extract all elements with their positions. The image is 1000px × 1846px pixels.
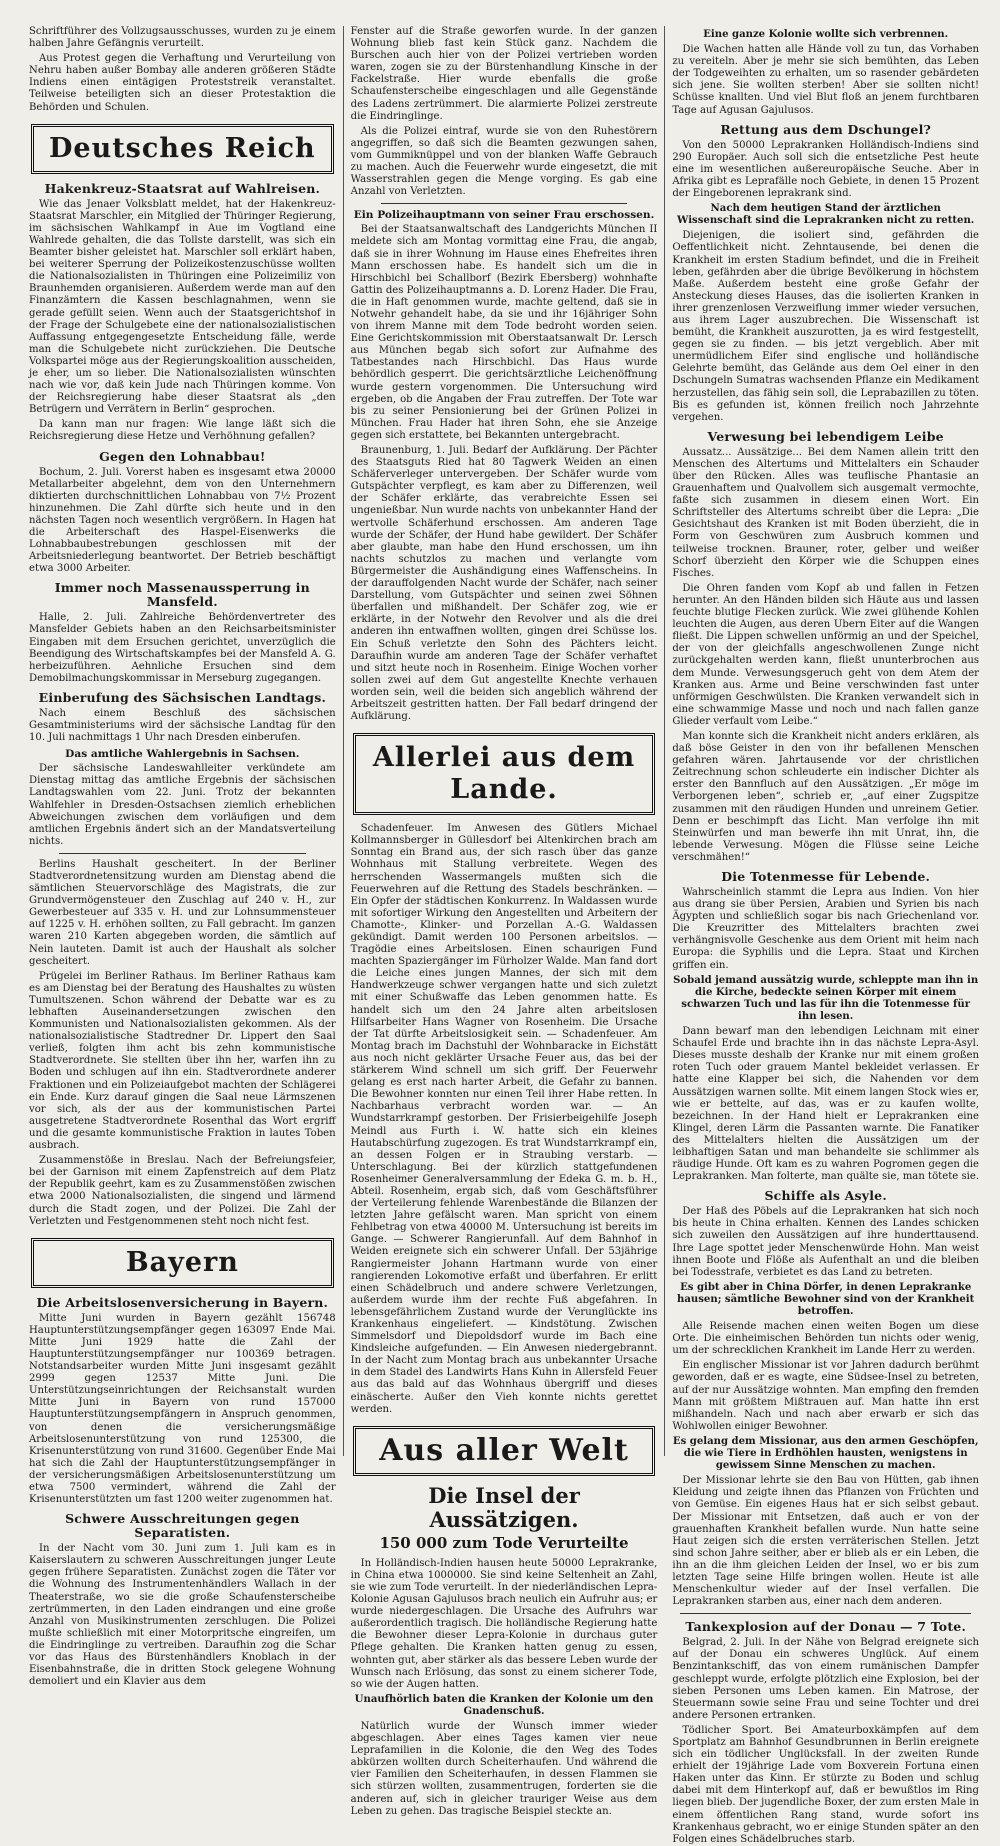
article-paragraph: Zusammenstöße in Breslau. Nach der Befreiungsfeier, bei der Garnison mit einem Zapfenstreich auf dem Platz der Republik geehrt, kam es zu Zusammenstößen zwischen etwa 2000 Nationalsozialisten, die singend und lärmend durch die Stadt zogen, und der Polizei. Die Zahl der Verletzten und Festgenommenen steht noch nicht fest.	[29, 1155, 336, 1227]
article-paragraph: Halle, 2. Juli. Zahlreiche Behördenvertreter des Mansfelder Gebiets haben an den Reichsarbeitsminister Eingaben mit dem Ersuchen gerichtet, unverzüglich die Beendigung des Wirtschaftskampfes bei der Mansfeld A. G. herbeizuführen. Aehnliche Ersuchen sind dem Demobilmachungskommissar in Merseburg zugegangen.	[29, 612, 336, 684]
article-paragraph: Aussatz... Aussätzige... Bei dem Namen allein tritt den Menschen des Altertums und Mittelalters ein Schauder über den Rücken. Alles was teuflische Phantasie an Grauenhaftem und Qualvollem sich ausgemalt vermochte, faßte sich zusammen in diesem einen Wort. Ein Schriftsteller des Altertums schreibt über die Lepra: „Die Gesichtshaut des Kranken ist mit Boden überzieht, die in Form von Geschwüren zum Ausbruch kommen und teilweise trocknen. Brauner, roter, gelber und weißer Schorf überzieht den Körper wie die Schuppen eines Fisches.	[672, 446, 980, 579]
article-paragraph: Bochum, 2. Juli. Vorerst haben es insgesamt etwa 20000 Metallarbeiter abgelehnt, dem von den Unternehmern diktierten durchschnittlichen Lohnabbau von 7½ Prozent hinzunehmen. Die Zahl dürfte sich heute und in den nächsten Tagen noch wesentlich vergrößern. In Hagen hat die Arbeiterschaft des Haspel-Eisenwerks die Lohnabbaubestrebungen geschlossen mit der Arbeitsniederlegung beantwortet. Der Betrieb beschäftigt etwa 3000 Arbeiter.	[29, 466, 336, 575]
bold-interline: Es gibt aber in China Dörfer, in denen Leprakranke hausen; sämtliche Bewohner sind von der Krankheit betroffen.	[677, 1281, 975, 1317]
article-title: Gegen den Lohnabbau!	[99, 448, 266, 464]
article-paragraph: Wie das Jenaer Volksblatt meldet, hat der Hakenkreuz-Staatsrat Marschler, ein Mitglied der Thüringer Regierung, im sächsischen Wahlkampf in Aue im Vogtland eine Wahlrede gehalten, die das Tollste darstellt, was sich ein Beamter bisher geleistet hat. Marschler soll erklärt haben, bei weiterer Sperrung der Polizeikostenzuschüsse wollten die Nationalsozialisten in Thüringen eine Polizeimiliz von Braunhemden organisieren. Außerdem werde man auf den Finanzämtern die Kassen beschlagnahmen, wenn sie gerade gefüllt seien. Wenn auch der Staatsgerichtshof in der Frage der Schulgebete eine der nationalsozialistischen Auffassung entgegengesetzte Entscheidung fälle, werde man die Schulgebete nicht zurückziehen. Die Deutsche Volkspartei möge aus der Regierungskoalition ausscheiden, je eher, um so lieber. Die Nationalsozialisten wünschten nach wie vor, daß kein Jude nach Thüringen komme. Von der Reichsregierung habe dieser Staatsrat als „den Betrügern und Verrätern in Berlin“ gesprochen.	[29, 198, 336, 416]
article-paragraph: Von den 50000 Leprakranken Holländisch-Indiens sind 290 Europäer. Auch soll sich die entsetzliche Pest heute eine im wesentlichen außereuropäische Seuche. Aber in Afrika gibt es Leprafälle noch Gebiete, in denen 15 Prozent der Eingeborenen leprakrank sind.	[672, 139, 980, 200]
article-title: Immer noch Massenaussperrung in Mansfeld.	[54, 580, 310, 610]
article-paragraph: Mitte Juni wurden in Bayern gezählt 156748 Hauptunterstützungsempfänger gegen 163097 Ende Mai. Mitte Juni 1929 hatte die Zahl der Hauptunterstützungsempfänger nur 100369 betragen. Notstandsarbeiter wurden Mitte Juni insgesamt gezählt 2999 gegen 12537 Mitte Juni. Die Unterstützungseinrichtungen der Reichsanstalt wurden Mitte Juni in Bayern von rund 157000 Hauptunterstützungsempfängern in Anspruch genommen, von denen die versicherungsmäßige Arbeitslosenunterstützung von rund 125300, die Krisenunterstützung von rund 31600. Gegenüber Ende Mai hat sich die Zahl der Hauptunterstützungsempfänger in der versicherungsmäßigen Arbeitslosenunterstützung um etwa 7500 vermindert, während die Zahl der Krisenunterstützten um fast 1200 weiter zugenommen hat.	[29, 1312, 336, 1506]
article-paragraph: Der sächsische Landeswahlleiter verkündete am Dienstag mittag das amtliche Ergebnis der sächsischen Landtagswahlen vom 22. Juni. Trotz der bekannten Wahlfehler in Dresden-Ostsachsen ziemlich erheblichen Abweichungen zwischen dem vorläufigen und dem amtlichen Ergebnis ändert sich an der Mandatsverteilung nichts.	[29, 763, 336, 847]
article-title: Rettung aus dem Dschungel?	[720, 121, 932, 137]
article-paragraph: Braunenburg, 1. Juli. Bedarf der Aufklärung. Der Pächter des Staatsguts Ried hat 80 Tagwerk Weiden an einen Schäferverleger untervergeben. Der Schäfer wurde vom Gutspächter verpflegt, es kam aber zu Differenzen, weil der Schäfer erklärte, das verabreichte Essen sei ungenießbar. Nun wurde nachts von unbekannter Hand der wertvolle Schäferhund erschossen. Am anderen Tage wurde der Schäfer, der Hund habe gewildert. Der Schäfer aber glaubte, man habe den Hund erschossen, um ihn nachts schutzlos zu machen und verlangte vom Bürgermeister die Aushändigung eines Waffenscheins. In der darauffolgenden Nacht wurde der Schäfer, nach seiner Darstellung, vom Gutspächter und seinen zwei Söhnen überfallen und mißhandelt. Der Schäfer zog, wie er erklärte, in der Notwehr den Revolver und als die drei anderen ihn entwaffnen wollten, gingen drei Schüsse los. Ein Schuß verletzte den Sohn des Pächters leicht. Daraufhin wurde am anderen Tage der Schäfer verhaftet und sitzt heute noch in Rosenheim. Einige Wochen vorher sollen zwei auf dem Gut angestellte Knechte verhauen worden sein, weil die beiden sich angeblich während der Arbeitszeit gestritten hatten. Der Fall bedarf dringend der Aufklärung.	[350, 445, 658, 723]
divider	[59, 853, 306, 854]
article-paragraph: Die Ohren fanden vom Kopf ab und fallen in Fetzen herunter. An den Händen bilden sich Häute aus und lassen feuchte blutige Flecken zurück. Wie zwei glühende Kohlen leuchten die Augen, aus deren Ubern Eiter auf die Wangen fließt. Die Lippen schwellen unförmig an und der Speichel, der von der gleichfalls angeschwollenen Zunge nicht zurückgehalten werden kann, fließt ununterbrochen aus dem Munde. Verwesungsgeruch geht von dem Atem der Kranken aus. Arme und Beine verschwinden fast unter unförmigen Geschwülsten. Die Kranken verwandelt sich in eine schwammige Masse und noch und nach fallen ganze Glieder verfault vom Leibe.“	[672, 582, 980, 727]
article-title: Ein Polizeihauptmann von seiner Frau erschossen.	[353, 209, 655, 222]
article-paragraph: In Holländisch-Indien hausen heute 50000 Leprakranke, in China etwa 1000000. Sie sind keine Seltenheit an Zahl, sie wie zum Tode verurteilt. In der niederländischen Lepra-Kolonie Agusan Gajulusos brach neulich ein Aufruhr aus; er wurde niedergeschlagen. Die Ursache des Aufruhrs war außerordentlich tragisch. Die holländische Regierung hatte die Bewohner dieser Lepra-Kolonie in durchaus guter Pflege gehalten. Die Kranken hatten genug zu essen, wohnten gut, aber stärker als das bessere Leben wurde der Wunsch nach Erlösung, das sonst zu einem sicherer Tode, so wie der Augen hatten.	[350, 1557, 658, 1690]
column-1	[22, 26, 344, 1688]
section-banner-bayern: Bayern	[31, 1238, 334, 1288]
intro-paragraph: Schriftführer des Vollzugsausschusses, wurden zu je einem halben Jahre Gefängnis verurteilt.	[29, 26, 336, 50]
article-title: Verwesung bei lebendigem Leibe	[707, 428, 944, 444]
headline: Die Insel der Aussätzigen.	[428, 1482, 580, 1532]
divider	[381, 203, 628, 204]
article-title: Tankexplosion auf der Donau — 7 Tote.	[685, 1619, 967, 1635]
article-paragraph: Diejenigen, die isoliert sind, gefährden die Oeffentlichkeit nicht. Zehntausende, bei denen die Krankheit im ersten Stadium befindet, und die in Freiheit leben, gefährden aber die übrige Bevölkerung in höchstem Maße. Außerdem besteht eine große Gefahr der Ansteckung dieses Hauses, das die isolierten Kranken in ihrer grenzenlosen Verzweiflung immer wieder versuchen, aus ihrem Lager auszubrechen. Die Wissenschaft ist bemüht, die Krankheit auszurotten, ja es wird festgestellt, gegen sie zu finden. — bis jetzt vergeblich. Aber mit unermüdlichem Eifer sind englische und holländische Gelehrte bemüht, das Gelände aus dem Oel einer in den Dschungeln Sumatras wachsenden Pflanze ein Medikament herzustellen, das fähig sein soll, die Leprabazillen zu töten. Bis es gefunden ist, können freilich noch Jahrzehnte vergehen.	[672, 230, 980, 423]
subheadline: 150 000 zum Tode Verurteilte	[379, 1533, 629, 1552]
article-paragraph: In der Nacht vom 30. Juni zum 1. Juli kam es in Kaiserslautern zu schweren Ausschreitungen junger Leute gegen frühere Separatisten. Zunächst zogen die Täter vor die Wohnung des Instrumentenhändlers Wallach in der Theaterstraße, wo sie die große Schaufensterscheibe zertrümmerten, in den Laden eindrangen und eine große Anzahl von Musikinstrumenten zerschlugen. Die Polizei mußte schließlich mit einer Motorpritsche eingreifen, um die Eindringlinge zu vertreiben. Daraufhin zog die Schar vor das Haus des Bürstenhändlers Knoblach in der Eisenbahnstraße, die in dritten Stock gelegene Wohnung demoliert und ein Klavier aus dem	[29, 1543, 336, 1688]
bold-interline: Sobald jemand aussätzig wurde, schleppte man ihn in die Kirche, bedeckte seinen Körper mit einem schwarzen Tuch und las für ihn die Totenmesse für ihn lesen.	[673, 974, 979, 1022]
bold-interline: Unaufhörlich baten die Kranken der Kolonie um den Gnadenschuß.	[354, 1693, 654, 1717]
article-paragraph: Prügelei im Berliner Rathaus. Im Berliner Rathaus kam es am Dienstag bei der Beratung des Haushaltes zu wüsten Tumultszenen. Schon während der Debatte war es zu lebhaften Auseinandersetzungen zwischen den Kommunisten und Nationalsozialisten gekommen. Als der nationalsozialistische Stadtredner Dr. Lippert den Saal verließ, folgten ihm acht bis zehn kommunistische Stadtverordnete. Sie stellten über ihn her, warfen ihn zu Boden und schlugen auf ihn ein. Stadtverordnete anderer Fraktionen und ein Polizeiaufgebot machten der Schlägerei ein Ende. Kurz darauf gingen die Saal neue Lärmszenen vor sich, als der aus der kommunistischen Partei ausgetretene Stadtverordnete Rosenthal das Wort ergriff und die gesamte kommunistische Fraktion in lautes Toben ausbrach.	[29, 970, 336, 1152]
article-title: Schwere Ausschreitungen gegen Separatisten.	[65, 1511, 300, 1541]
article-paragraph: Schadenfeuer. Im Anwesen des Gütlers Michael Kollmannsberger in Güllesdorf bei Altenkirchen brach am Sonntag ein Brand aus, der sich rasch über das ganze Wohnhaus mit Stallung verbreitete. Wegen des herrschenden Wassermangels mußten sich die Feuerwehren auf die Rettung des Stadels beschränken. — Ein Opfer der städtischen Konkurrenz. In Waldassen wurde mit sofortiger Wirkung den Angestellten und Arbeitern der Chamotte-, Klinker- und Porzellan A.-G. Waldassen gekündigt. Damit werden 100 Personen arbeitslos. — Tragödie eines Arbeitslosen. Einen schaurigen Fund machten Spaziergänger im Fürholzer Walde. Man fand dort die Leiche eines jungen Mannes, der sich mit dem Handwerkzeuge schwer vergangen hatte und sich zuletzt mit einer Schußwaffe das Leben genommen hatte. Es handelt sich um den 24 Jahre alten arbeitslosen Hilfsarbeiter Hans Wagner von Rosenheim. Die Ursache der Tat dürfte Arbeitslosigkeit sein. — Schadenfeuer. Am Montag brach im Dachstuhl der Wohnbaracke in Eichstätt aus noch nicht geklärter Ursache Feuer aus, das bei der stärkerem Wind schnell um sich griff. Der Feuerwehr gelang es erst nach harter Arbeit, die Gefahr zu bannen. Die Bewohner konnten nur einen Teil ihrer Habe retten. In Nachbarhaus verbracht worden war. — An Wundstarrkrampf gestorben. Der Frisierbeigehilfe Joseph Meindl aus Furth i. W. hatte sich ein kleines Hautabschürfung zugezogen. Es trat Wundstarrkrampf ein, an dessen Folgen er in Straubing verstarb. — Unterschlagung. Bei der kürzlich stattgefundenen Rosenheimer Generalversammlung der Edeka G. m. b. H., Abteil. Rosenheim, ergab sich, daß vom Geschäftsführer der Verteilerung fehlende Warenbestände die Bilanzen der letzten Jahre gefälscht waren. Man spricht von einem Fehlbetrag von etwa 40000 M. Untersuchung ist bereits im Gange. — Schwerer Rangierunfall. Auf dem Bahnhof in Weiden ereignete sich ein schwerer Unfall. Der 53jährige Rangiermeister Johann Hartmann wurde von einer rangierenden Lokomotive erfaßt und überfahren. Er erlitt einen Schädelbruch und andere schwere Verletzungen, außerdem wurde ihm der rechte Fuß abgefahren. In lebensgefährlichem Zustand wurde der Verunglückte ins Krankenhaus eingeliefert. — Kindstötung. Zwischen Simmelsdorf und Diepoldsdorf wurde im Bach eine Kindsleiche aufgefunden. — Ein Anwesen niedergebrannt. In der Nacht zum Montag brach aus unbekannter Ursache in dem Stadel des Landwirts Hans Kuhn in Allersfeld Feuer aus das bald auf das Wohnhaus übergriff und dieses einäscherte. Außer den Vieh konnte nichts gerettet werden.	[350, 823, 658, 1415]
article-paragraph: Der Missionar lehrte sie den Bau von Hütten, gab ihnen Kleidung und zeigte ihnen das Pflanzen von Früchten und von Gemüse. Ein eigenes Haus hat er sich selbst gebaut. Der Missionar mit Entsetzen, daß auch er von der grauenhaften Krankheit befallen wurde. Nun hatte seine Haut zeigen sich die ersten verräterischen Stellen. Jetzt sind schon Jahre seither, aber er blieb als er ein Leben, die ihn an die ihm gleichen Leiden der Insel, wo er bis zum letzten Tage seine Hilfe bringen wollen. Heute ist alle Menschenkultur wieder auf der Insel verfallen. Die Leprakranken starben aus, einer nach dem anderen.	[672, 1475, 980, 1608]
article-paragraph: Tödlicher Sport. Bei Amateurboxkämpfen auf dem Sportplatz am Bahnhof Gesundbrunnen in Berlin ereignete sich ein tödlicher Unglücksfall. In der zweiten Runde erhielt der 19jährige Lade vom Boxverein Fortuna einen Haken unter das Kinn. Er stürzte zu Boden und schlug dabei mit dem Hinterkopf auf, daß er bewußtlos im Ring liegen blieb. Der jugendliche Boxer, der zum ersten Male in einem öffentlichen Rang stand, wurde sofort ins Krankenhaus gebracht, wo er einige Stunden später an den Folgen eines Schädelbruches starb.	[672, 1724, 980, 1845]
article-title: Das amtliche Wahlergebnis in Sachsen.	[65, 748, 300, 761]
intro-paragraph: Aus Protest gegen die Verhaftung und Verurteilung von Nehru haben außer Bombay alle anderen größeren Städte Indiens einen eintägigen Proteststreik veranstaltet. Teilweise beteiligten sich an dieser Protestaktion die Behörden und Schulen.	[29, 53, 336, 113]
article-paragraph: Nach einem Beschluß des sächsischen Gesamtministeriums wird der sächsische Landtag für den 10. Juli nachmittags 1 Uhr nach Dresden einberufen.	[29, 707, 336, 744]
article-title: Die Totenmesse für Lebende.	[721, 869, 931, 884]
bold-interline: Eine ganze Kolonie wollte sich verbrennen.	[703, 29, 949, 40]
article-paragraph: Da kann man nur fragen: Wie lange läßt sich die Reichsregierung diese Hetze und Verhöhnung gefallen?	[29, 419, 336, 443]
article-paragraph: Dann bewarf man den lebendigen Leichnam mit einer Schaufel Erde und brachte ihn in das nächste Lepra-Asyl. Dieses musste deshalb der Kranke nur mit einem großen roten Tuch oder grauem Mantel bekleidet verlassen. Er hatte eine Klapper bei sich, die Nahenden vor dem Aussätzigen warnen sollte. Mit einem langen Stock wies er, wie er bettelte, auf das, was er zu kaufen wollte, bezeichnen. In der Hand hielt er Leprakranken eine Klingel, deren Lärm die Passanten warnte. Die Fanatiker des Mittelalters hielten die Aussätzigen um der leibhaftigen Satan und man behandelte sie schlimmer als räudige Hunde. Oft kam es zu wahren Pogromen gegen die Leprakranken. Man folterte, man quälte sie, man tötete sie.	[672, 1026, 980, 1183]
article-paragraph: Der Haß des Pöbels auf die Leprakranken hat sich noch bis heute in China erhalten. Kennen des Landes schicken sich zuweilen den Aussätzigen auf ihre hunderttausend. Ihre Lage spottet jeder Menschenwürde Hohn. Man weist ihnen Boote und Flöße als Aufenthalt an und die bleiben bei Todesstrafe, verbietet es das Land zu betreten.	[672, 1206, 980, 1278]
article-paragraph: Ein englischer Missionar ist vor Jahren dadurch berühmt geworden, daß er es wagte, eine Südsee-Insel zu betreten, auf der nur Aussätzige wohnten. Man empfing den fremden Mann mit größtem Mißtrauen auf. Man hatte ihn erst mißhandeln. Nach und nach aber erwarb er sich das Wohlwollen einiger Bewohner.	[672, 1360, 980, 1432]
section-banner-deutsches-reich: Deutsches Reich	[31, 124, 334, 174]
section-banner-aus-aller-welt: Aus aller Welt	[353, 1426, 656, 1476]
article-title: Einberufung des Sächsischen Landtags.	[38, 689, 326, 705]
article-paragraph: Natürlich wurde der Wunsch immer wieder abgeschlagen. Aber eines Tages kamen vier neue Leprafamilien in die Kolonie, die den Weg des Todes abkürzen wollten durch Scheiterhaufen. Und während die vier Familien den Scheiterhaufen, in dessen Flammen sie sich stürzen wollten, zusammentrugen, forderten sie die anderen auf, sich in gleicher trauriger Weise aus dem Leben zu gehen. Das tragische Beispiel steckte an.	[350, 1720, 658, 1817]
intro-paragraph: Als die Polizei eintraf, wurde sie von den Ruhestörern angegriffen, so daß sich die Beamten gezwungen sahen, vom Gummiknüppel und von der blanken Waffe Gebrauch zu machen. Auch die Feuerwehr wurde eingesetzt, die mit Wasserstrahlen gegen die Menge vorging. Es gab eine Anzahl von Verletzten.	[350, 125, 658, 198]
section-banner-allerlei: Allerlei aus dem Lande.	[353, 733, 656, 815]
article-paragraph: Belgrad, 2. Juli. In der Nähe von Belgrad ereignete sich auf der Donau ein schweres Unglück. Auf einem Benzintankschiff, das von einem rumänischen Dampfer geschleppt wurde, erfolgte plötzlich eine Explosion, bei der sieben Personen ums Leben kamen. Ein Matrose, der Steuermann sowie seine Frau und seine Tochter und drei andere Personen ertranken.	[672, 1637, 980, 1721]
article-title: Hakenkreuz-Staatsrat auf Wahlreisen.	[44, 180, 321, 196]
intro-paragraph: Die Wachen hatten alle Hände voll zu tun, das Vorhaben zu vereiteln. Aber je mehr sie sich bemühten, das Leben der Todgeweihten zu erhalten, um so rasender gebärdeten sich jene. Sie wollten sterben! Aber sie sollten nicht! Schüsse knallten. Und viel Blut floß an jenem furchtbaren Tage auf Agusan Gajulusos.	[672, 44, 980, 116]
column-2	[344, 26, 666, 1817]
article-title: Die Arbeitslosenversicherung in Bayern.	[36, 1294, 329, 1310]
bold-interline: Nach dem heutigen Stand der ärztlichen Wissenschaft sind die Leprakranken nicht zu retten.	[677, 203, 975, 227]
article-title: Schiffe als Asyle.	[764, 1188, 887, 1204]
column-3	[665, 26, 986, 1845]
article-paragraph: Man konnte sich die Krankheit nicht anders erklären, als daß böse Geister in den von ihr befallenen Menschen gefahren wären. Jahrtausende vor der christlichen Zeitrechnung schon schleuderte ein indischer Dichter als erster den Bannfluch auf den Aussätzigen. „Er möge im Verborgenen leben“, schrieb er, „auf einer Zugspitze zusammen mit den räudigen Hunden und unreinem Getier. Denn er beschimpft das Licht. Man verfolge ihn mit Steinwürfen und man bewerfe ihn mit Unrat, ihn, die lebende Verwesung. Mögen die Flüsse seine Leiche verschmähen!“	[672, 730, 980, 863]
divider	[680, 1613, 971, 1614]
article-paragraph: Alle Reisende machen einen weiten Bogen um diese Orte. Die einheimischen Behörden tun nichts oder wenig, um der schrecklichen Krankheit im Lande Herr zu werden.	[672, 1321, 980, 1357]
intro-paragraph: Fenster auf die Straße geworfen wurde. In der ganzen Wohnung blieb fast kein Stück ganz. Nachdem die Burschen auch hier von der Polizei vertrieben worden waren, zogen sie zu der Bürstenhandlung Kinsche in der Fackelstraße. Hier wurde ebenfalls die große Schaufensterscheibe eingeschlagen und alle Gegenstände des Ladens zertrümmert. Die alarmierte Polizei zerstreute die Eindringlinge.	[350, 26, 658, 122]
article-paragraph: Wahrscheinlich stammt die Lepra aus Indien. Von hier aus drang sie über Persien, Arabien und Syrien bis nach Ägypten und schließlich sogar bis nach Griechenland vor. Die Kreuzritter des Mittelalters brachten zwei verhängnisvolle Geschenke aus dem Orient mit heim nach Europa: die Syphilis und die Lepra. Staat und Kirchen griffen ein.	[672, 887, 980, 971]
article-paragraph: Berlins Haushalt gescheitert. In der Berliner Stadtverordnetensitzung wurden am Dienstag abend die sämtlichen Steuervorschläge des Magistrats, die zur Grundvermögensteuer den Zuschlag auf 240 v. H., zur Gewerbesteuer auf 335 v. H. und zur Lohnsummensteuer auf 1225 v. H. erhöhen sollten, zu Fall gebracht. Im ganzen waren 210 Karten abgegeben worden, die sämtlich auf Nein lauteten. Damit ist auch der Haushalt als solcher gescheitert.	[29, 858, 336, 967]
article-paragraph: Bei der Staatsanwaltschaft des Landgerichts München II meldete sich am Montag vormittag eine Frau, die angab, daß sie in ihrer Wohnung im Hause eines Ehefreites ihren Mann erschossen habe. Es handelt sich um die in Hirschbichl bei Schallborf (Bezirk Ebersberg) wohnhafte Gattin des Polizeihauptmanns a. D. Lorenz Hader. Die Frau, die in Haft genommen wurde, machte geltend, daß sie in Notwehr gehandelt habe, da sie und ihr 16jähriger Sohn von ihrem Manne mit dem Tode bedroht worden seien. Eine Gerichtskommission mit Oberstaatsanwalt Dr. Lersch aus München begab sich sofort zur Aufnahme des Tatbestandes nach Hirschbichl. Das Haus wurde behördlich gesperrt. Die gerichtsärztliche Leichenöffnung wurde gestern vorgenommen. Die Untersuchung wird ergeben, ob die Angaben der Frau zutreffen. Der Tote war bis zu seiner Pensionierung bei der Grünen Polizei in München. Frau Hader hat ihren Sohn, ehe sie Anzeige gegen sich erstattete, bei Bekannten untergebracht.	[350, 224, 658, 441]
bold-interline: Es gelang dem Missionar, aus den armen Geschöpfen, die wie Tiere in Erdhöhlen hausten, wenigstens in gewissem Sinne Menschen zu machen.	[672, 1435, 979, 1472]
